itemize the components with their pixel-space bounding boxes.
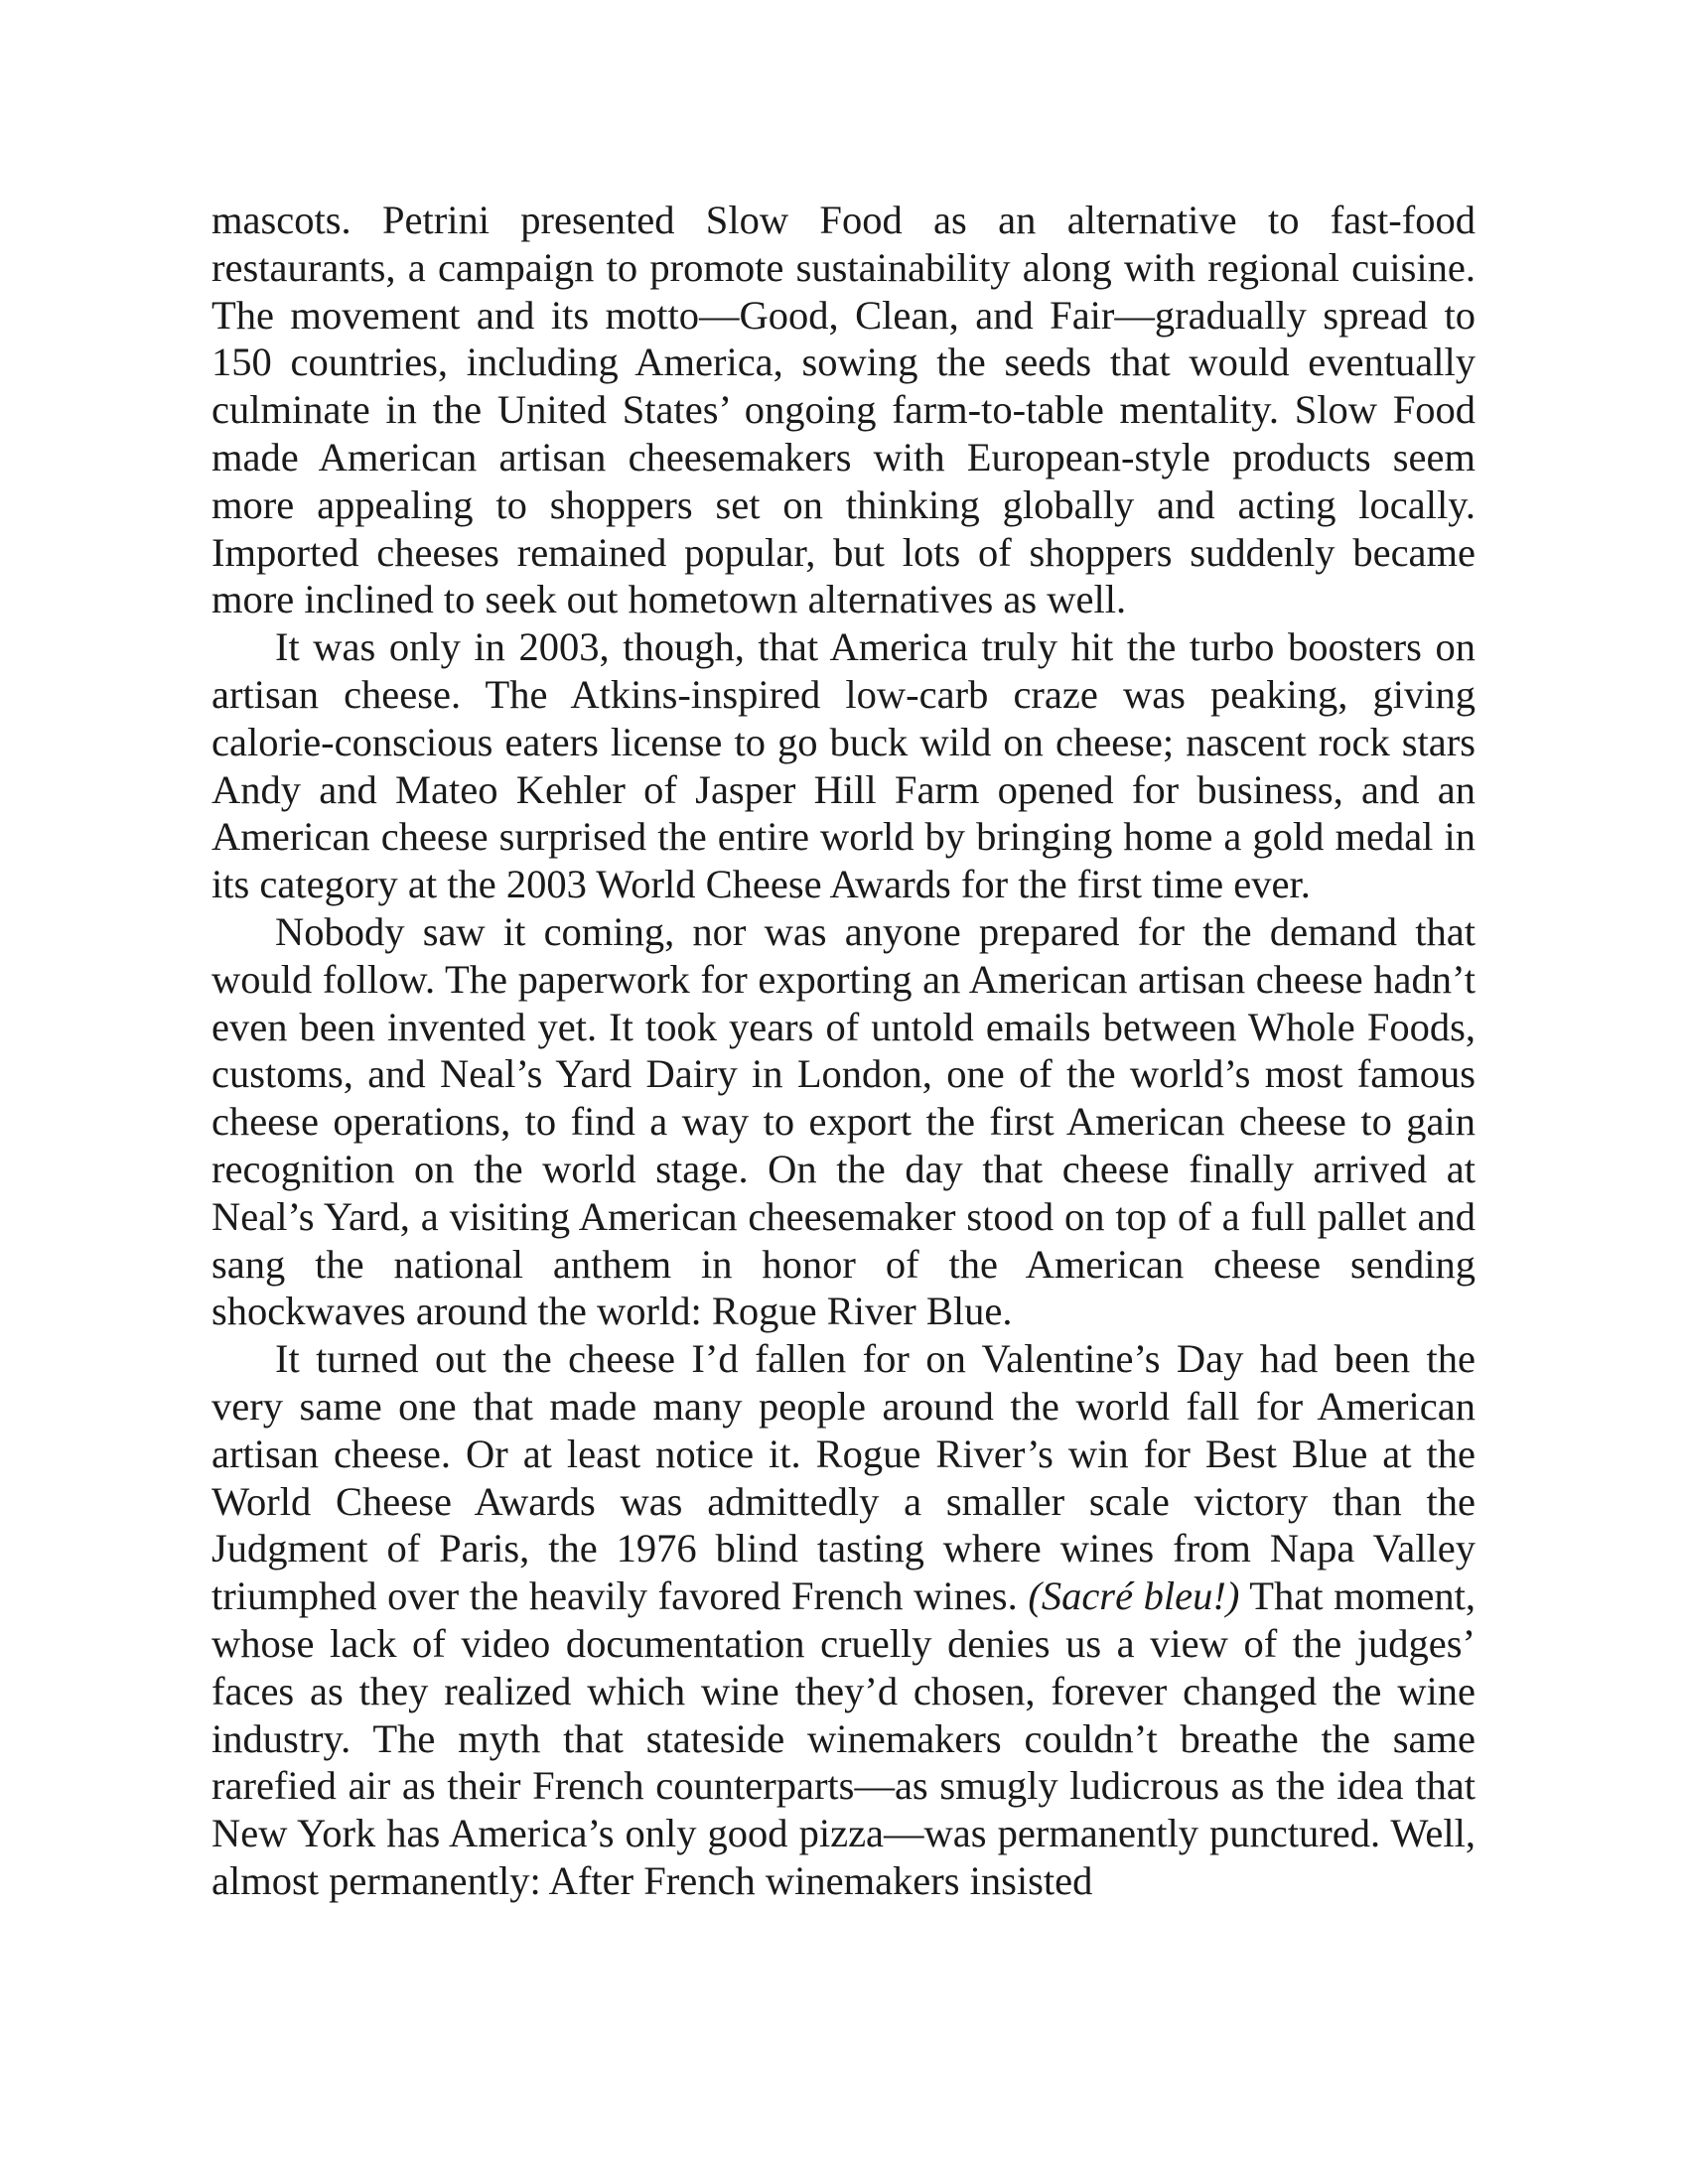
paragraph-text-before: It turned out the cheese I’d fallen for on Valentine’s Day had been the very same one that made many people around the world fall for American artisan cheese. Or at least notice it. Rogue River’s win for Best Blue at the World Cheese Awards was admittedly a smaller scale victory than the Judgment of Paris, the 1976 blind tasting where wines from Napa Valley triumphed over the heavily favored French wines. xyxy=(211,1336,1476,1619)
paragraph-nobody-saw-it-coming: Nobody saw it coming, nor was anyone prepared for the demand that would follow. The paperwork for exporting an American artisan cheese hadn’t even been invented yet. It took years of untold emails between Whole Foods, customs, and Neal’s Yard Dairy in London, one of the world’s most famous cheese operations, to find a way to export the first American cheese to gain recognition on the world stage. On the day that cheese finally arrived at Neal’s Yard, a visiting American cheesemaker stood on top of a full pallet and sang the national anthem in honor of the American cheese sending shockwaves around the world: Rogue River Blue. xyxy=(211,908,1476,1334)
paragraph-slow-food: mascots. Petrini presented Slow Food as an alternative to fast-food restaurants, a campaign to promote sustainability along with regional cuisine. The movement and its motto—Good, Clean, and Fair—gradually spread to 150 countries, including America, sowing the seeds that would eventually culminate in the United States’ ongoing farm-to-table mentality. Slow Food made American artisan cheesemakers with European-style products seem more appealing to shoppers set on thinking globally and acting locally. Imported cheeses remained popular, but lots of shoppers suddenly became more inclined to seek out hometown alternatives as well. xyxy=(211,198,1476,622)
paragraph-valentines-day-cheese xyxy=(211,1335,1476,1905)
sacre-bleu-italic: (Sacré bleu!) xyxy=(1028,1573,1240,1619)
paragraph-2003-turbo-boosters: It was only in 2003, though, that America truly hit the turbo boosters on artisan cheese. The Atkins-inspired low-carb craze was peaking, giving calorie-conscious eaters license to go buck wild on cheese; nascent rock stars Andy and Mateo Kehler of Jasper Hill Farm opened for business, and an American cheese surprised the entire world by bringing home a gold medal in its category at the 2003 World Cheese Awards for the first time ever. xyxy=(211,624,1476,907)
page-body xyxy=(211,197,1476,1905)
paragraph-text-after: That moment, whose lack of video documentation cruelly denies us a view of the judges’ faces as they realized which wine they’d chosen, forever changed the wine industry. The myth that stateside winemakers couldn’t breathe the same rarefied air as their French counterparts—as smugly ludicrous as the idea that New York has America’s only good pizza—was permanently punctured. Well, almost permanently: After French winemakers insisted xyxy=(211,1573,1477,1903)
